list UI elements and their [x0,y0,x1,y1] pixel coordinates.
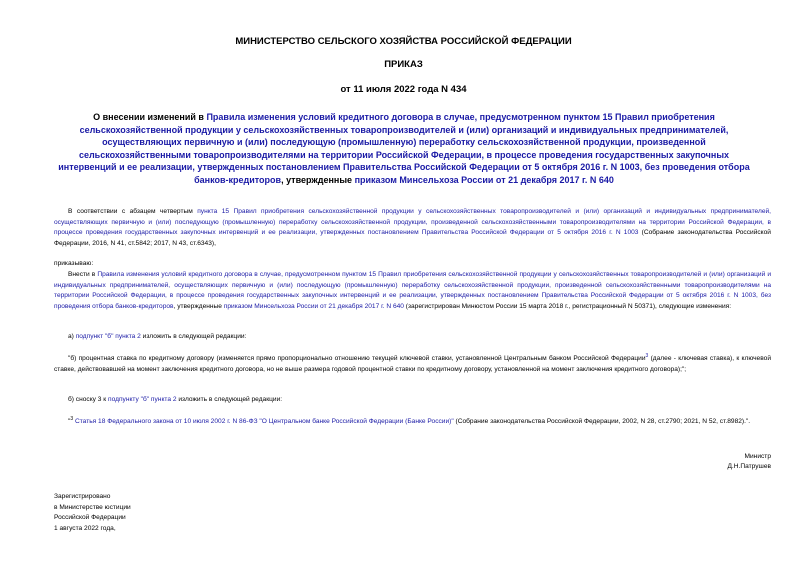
quote-b-footnote[interactable]: 3 [645,353,649,359]
main-rules-link[interactable]: Правила изменения условий кредитного договора в случае, предусмотренном пунктом 15 Правил приобретения сельскохозяйственной продукции у сельскохозяйственных товаропроизводителей и (или) организаций и индивидуальных предпринимателей, осуществляющих первичную и (или) последующую (промышленную) переработку сельскохозяйственной продукции, произведенной сельскохозяйственными товаропроизводителями на территории Российской Федерации, в процессе проведения государственных закупочных интервенций и ее реализации, утвержденных постановлением Правительства Российской Федерации от 5 октября 2016 г. N 1003, без проведения отбора банков-кредиторов [54,271,772,310]
registration-line-3: Российской Федерации [54,514,126,521]
signature-block [727,452,771,472]
registration-block [54,492,131,534]
prikazyvayu-text: приказываю: [54,260,94,267]
quote-fn-law-link[interactable]: Статья 18 Федерального закона от 10 июля 2002 г. N 86-ФЗ "О Центральном банке Российской Федерации (Банке России)" [74,418,454,426]
signature-position: Министр [744,453,771,460]
item-b [54,395,771,406]
registration-line-2: в Министерстве юстиции [54,503,131,511]
item-a-link[interactable]: подпункт "б" пункта 2 [75,333,141,340]
quote-fn-footnote: 3 [70,416,74,422]
title-middle: , утвержденные [281,174,355,185]
title-prefix: О внесении изменений в [93,112,207,122]
registration-line-4: 1 августа 2022 года, [54,524,116,532]
item-a-prefix: а) [68,333,76,340]
main-paragraph [54,270,771,312]
item-a-suffix: изложить в следующей редакции: [140,333,247,340]
main-order-link[interactable]: приказом Минсельхоза России от 21 декабря 2017 г. N 640 [223,302,404,310]
quote-fn-text: (Собрание законодательства Российской Федерации, 2002, N 28, ст.2790; 2021, N 52, ст.8982).". [453,418,751,426]
main-text-1: Внести в [68,271,98,278]
registration-line-1: Зарегистрировано [54,493,111,500]
item-b-link[interactable]: подпункту "б" пункта 2 [108,396,177,403]
title-order-link[interactable]: приказом Минсельхоза России от 21 декабря 2017 г. N 640 [354,174,614,185]
ministry-name: МИНИСТЕРСТВО СЕЛЬСКОГО ХОЗЯЙСТВА РОССИЙСКОЙ ФЕДЕРАЦИИ [235,36,572,47]
item-a [54,332,771,343]
quote-b-text-2: (далее - ключевая ставка), к ключевой ставке, действовавшей на момент заключения кредитного договора, но не выше размера годовой процентной ставки по кредитному договору, установленной на момент заключения кредитного договора);"; [54,355,771,373]
preamble-text-2: (Собрание законодательства Российской Федерации, 2016, N 41, ст.5842; 2017, N 43, ст.6343), [54,229,771,247]
order-heading: ПРИКАЗ [384,59,423,70]
quote-b-text-1: "б) процентная ставка по кредитному договору (изменяется прямо пропорционально отношению текущей ключевой ставки, установленной Центральным банком Российской Федерации [68,355,646,363]
quote-fn-open: " [68,418,71,426]
main-text-2: , утвержденные [173,302,224,310]
signature-name: Д.Н.Патрушев [727,463,771,470]
order-date: от 11 июля 2022 года N 434 [340,84,467,95]
preamble-paragraph [54,207,771,249]
document-title [54,111,754,187]
preamble-point15-link[interactable]: пункта 15 Правил приобретения сельскохозяйственной продукции у сельскохозяйственных товаропроизводителей и (или) организаций и индивидуальных предпринимателей, осуществляющих первичную и (или) последующую (промышленную) переработку сельскохозяйственной продукции, произведенной сельскохозяйственными товаропроизводителями на территории Российской Федерации, в процессе проведения государственных закупочных интервенций и ее реализации, утвержденных постановлением Правительства Российской Федерации от 5 октября 2016 г. N 1003 [54,208,772,237]
item-b-suffix: изложить в следующей редакции: [176,396,283,403]
quote-b-paragraph [54,351,771,375]
item-b-prefix: б) сноску 3 к [68,396,109,403]
title-rules-link[interactable]: Правила изменения условий кредитного договора в случае, предусмотренном пунктом 15 Правил приобретения сельскохозяйственной продукции у сельскохозяйственных товаропроизводителей и (или) организаций и индивидуальных предпринимателей, осуществляющих первичную и (или) последующую (промышленную) переработку сельскохозяйственной продукции, произведенной сельскохозяйственными товаропроизводителями на территории Российской Федерации, в процессе проведения государственных закупочных интервенций и ее реализации, утвержденных постановлением Правительства Российской Федерации от 5 октября 2016 г. N 1003, без проведения отбора банков-кредиторов [58,112,750,185]
main-text-3: (зарегистрирован Минюстом России 15 марта 2018 г., регистрационный N 50371), следующие изменения: [403,302,732,310]
preamble-text-1: В соответствии с абзацем четвертым [68,208,198,215]
quote-footnote-paragraph [54,414,771,428]
